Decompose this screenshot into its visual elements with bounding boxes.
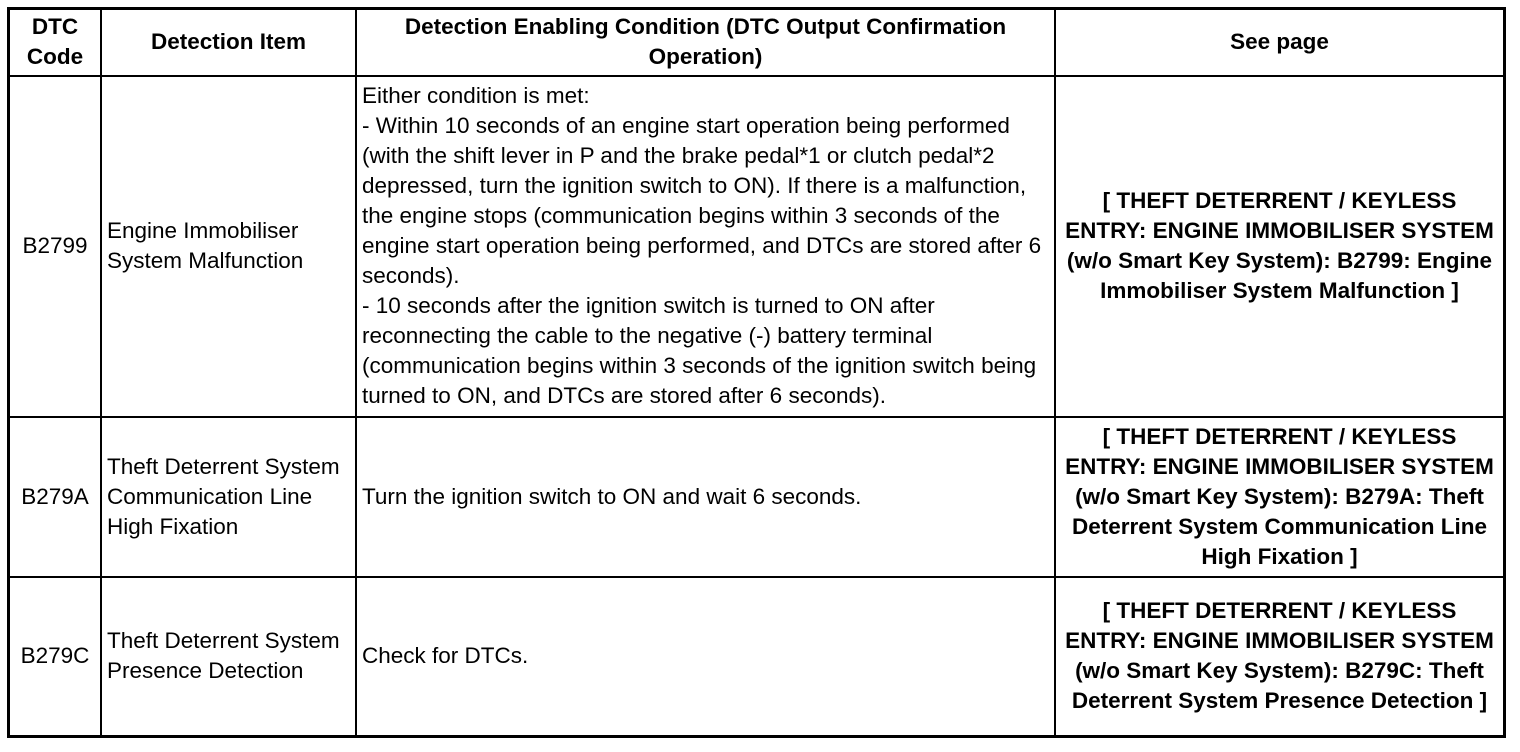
header-dtc-code: DTC Code [9,9,102,76]
condition-line: - 10 seconds after the ignition switch is turned to ON after reconnecting the cable to the negative (-) battery terminal (communication begins within 3 seconds of the ignition switch being turned to ON, and DTCs are stored after 6 seconds). [362,293,1037,408]
detection-item-cell: Theft Deterrent System Presence Detection [101,577,356,737]
condition-line: - Within 10 seconds of an engine start operation being performed (with the shift lever in P and the brake pedal*1 or clutch pedal*2 depressed, turn the ignition switch to ON). If there is a malfunction, the engine stops (communication begins within 3 seconds of the engine start operation being performed, and DTCs are stored after 6 seconds). [362,113,1042,288]
header-detection-condition: Detection Enabling Condition (DTC Output Confirmation Operation) [356,9,1055,76]
detection-condition-cell [356,76,1055,417]
dtc-code-cell: B2799 [9,76,102,417]
header-see-page: See page [1055,9,1505,76]
detection-condition-cell [356,417,1055,577]
table-row [9,417,1505,577]
table-header-row [9,9,1505,76]
dtc-table [7,7,1506,738]
condition-line: Check for DTCs. [362,643,529,669]
header-detection-item: Detection Item [101,9,356,76]
detection-item-cell: Theft Deterrent System Communication Line High Fixation [101,417,356,577]
condition-line: Turn the ignition switch to ON and wait 6 seconds. [362,483,862,509]
table-row [9,76,1505,417]
condition-line: Either condition is met: [362,83,590,108]
see-page-link[interactable]: [ THEFT DETERRENT / KEYLESS ENTRY: ENGINE IMMOBILISER SYSTEM (w/o Smart Key System): B279C: Theft Deterrent System Presence Detection ] [1055,577,1505,737]
dtc-code-cell: B279C [9,577,102,737]
detection-item-cell: Engine Immobiliser System Malfunction [101,76,356,417]
see-page-link[interactable]: [ THEFT DETERRENT / KEYLESS ENTRY: ENGINE IMMOBILISER SYSTEM (w/o Smart Key System): B2799: Engine Immobiliser System Malfunction ] [1055,76,1505,417]
detection-condition-cell [356,577,1055,737]
see-page-link[interactable]: [ THEFT DETERRENT / KEYLESS ENTRY: ENGINE IMMOBILISER SYSTEM (w/o Smart Key System): B279A: Theft Deterrent System Communication Line High Fixation ] [1055,417,1505,577]
table-row [9,577,1505,737]
dtc-code-cell: B279A [9,417,102,577]
